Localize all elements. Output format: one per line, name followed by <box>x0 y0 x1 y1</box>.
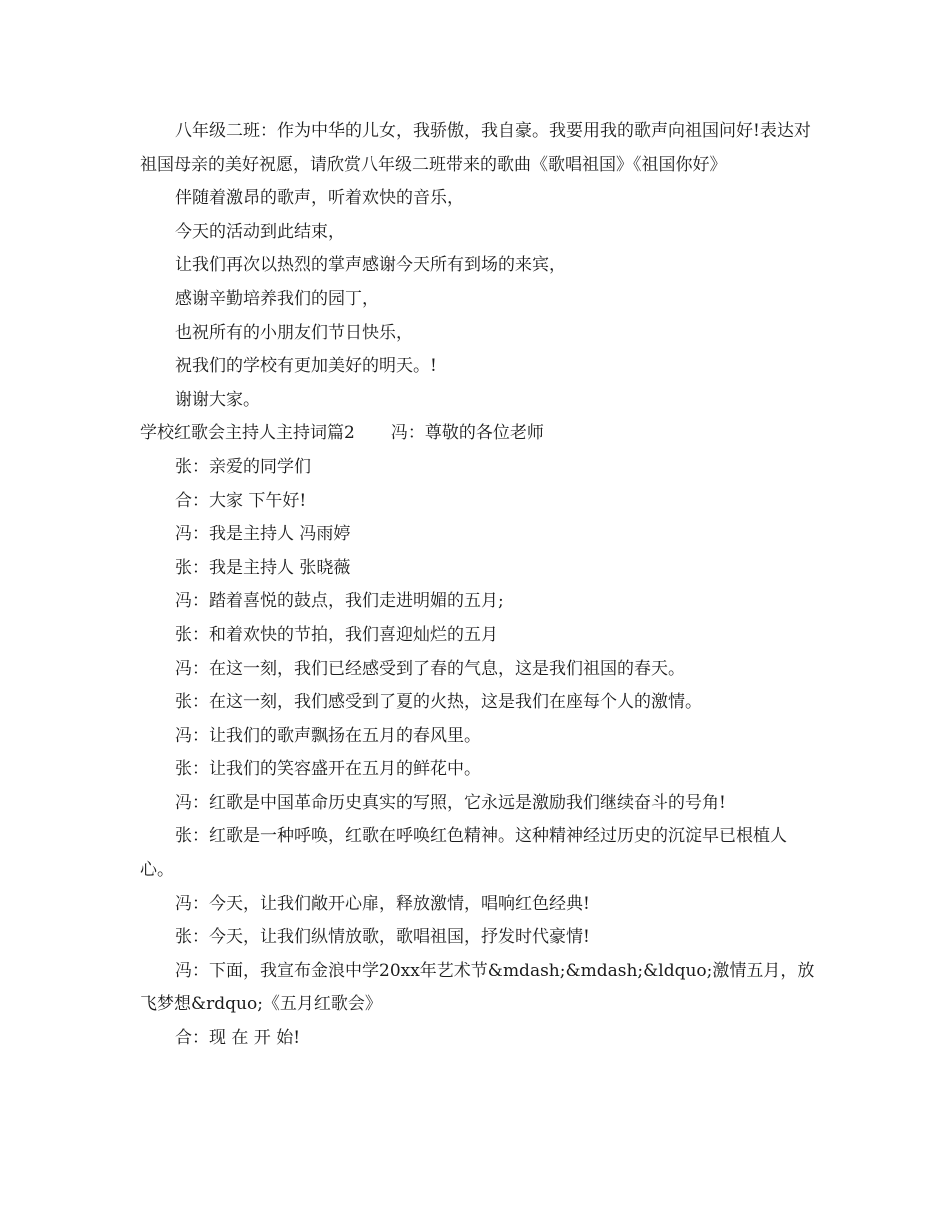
dialogue-line: 冯：让我们的歌声飘扬在五月的春风里。 <box>175 725 481 746</box>
paragraph: 祝我们的学校有更加美好的明天。! <box>175 356 437 377</box>
dialogue-line: 张：在这一刻，我们感受到了夏的火热，这是我们在座每个人的激情。 <box>175 692 702 713</box>
dialogue-line: 合：大家 下午好! <box>175 490 307 511</box>
paragraph: 谢谢大家。 <box>175 389 260 410</box>
dialogue-line: 合：现 在 开 始! <box>175 1028 301 1049</box>
dialogue-line: 张：红歌是一种呼唤，红歌在呼唤红色精神。这种精神经过历史的沉淀早已根植人心。 <box>140 826 787 881</box>
paragraph: 今天的活动到此结束， <box>175 221 345 242</box>
paragraph: 让我们再次以热烈的掌声感谢今天所有到场的来宾， <box>175 255 566 276</box>
paragraph: 也祝所有的小朋友们节日快乐， <box>175 322 413 343</box>
dialogue-line: 冯：在这一刻，我们已经感受到了春的气息，这是我们祖国的春天。 <box>175 658 685 679</box>
paragraph: 八年级二班：作为中华的儿女，我骄傲，我自豪。我要用我的歌声向祖国问好!表达对祖国母亲的美好祝愿，请欣赏八年级二班带来的歌曲《歌唱祖国》《祖国你好》 <box>140 121 811 175</box>
section-first-line: 冯：尊敬的各位老师 <box>390 423 544 444</box>
section-heading: 学校红歌会主持人主持词篇2 <box>140 423 355 444</box>
paragraph: 伴随着激昂的歌声，听着欢快的音乐， <box>175 188 464 209</box>
section-heading-line <box>140 417 820 451</box>
dialogue-line: 冯：我是主持人 冯雨婷 <box>175 524 351 545</box>
dialogue-line: 张：让我们的笑容盛开在五月的鲜花中。 <box>175 759 481 780</box>
dialogue-line: 冯：踏着喜悦的鼓点，我们走进明媚的五月; <box>175 591 504 612</box>
dialogue-line: 张：今天，让我们纵情放歌，歌唱祖国，抒发时代豪情! <box>175 927 590 948</box>
dialogue-line: 冯：今天，让我们敞开心扉，释放激情，唱响红色经典! <box>175 893 590 914</box>
paragraph: 感谢辛勤培养我们的园丁， <box>175 288 379 309</box>
document-page <box>140 115 820 1056</box>
dialogue-line: 张：亲爱的同学们 <box>175 456 311 477</box>
dialogue-line: 张：我是主持人 张晓薇 <box>175 557 351 578</box>
dialogue-line: 张：和着欢快的节拍，我们喜迎灿烂的五月 <box>175 624 498 645</box>
dialogue-line: 冯：下面，我宣布金浪中学20xx年艺术节&mdash;&mdash;&ldquo;激情五月，放飞梦想&rdquo;《五月红歌会》 <box>140 960 815 1015</box>
dialogue-line: 冯：红歌是中国革命历史真实的写照，它永远是激励我们继续奋斗的号角! <box>175 792 726 813</box>
